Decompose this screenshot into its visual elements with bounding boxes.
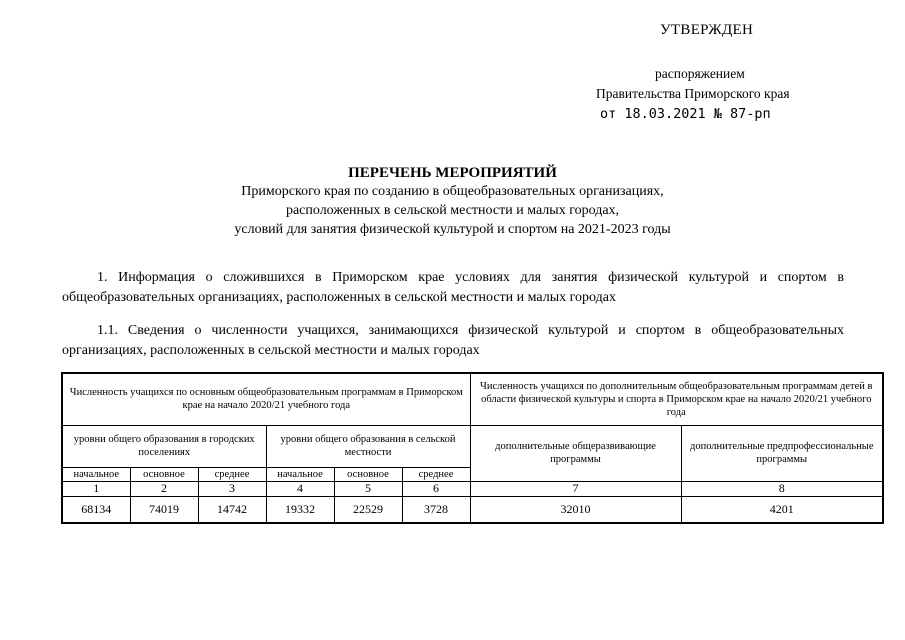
order-date-number: от 18.03.2021 № 87-рп: [600, 106, 771, 122]
value-cell: 3728: [402, 496, 470, 523]
document-subtitle-line-1: Приморского края по созданию в общеобразовательных организациях,: [241, 184, 664, 199]
header-extra-general: дополнительные общеразвивающие программы: [470, 425, 681, 481]
section-1-heading: 1. Информация о сложившихся в Приморском крае условиях для занятия физической культурой и спортом в общеобразовательных организациях, расположенных в сельской местности и малых городах: [62, 270, 844, 305]
level-header: основное: [130, 467, 198, 481]
column-number: 1: [62, 481, 130, 496]
column-number: 5: [334, 481, 402, 496]
header-main-programs: Численность учащихся по основным общеобразовательным программам в Приморском крае на начало 2020/21 учебного года: [62, 373, 470, 425]
header-extra-programs: Численность учащихся по дополнительным общеобразовательным программам детей в области физической культуры и спорта в Приморском крае на начало 2020/21 учебного года: [470, 373, 883, 425]
header-extra-preprof: дополнительные предпрофессиональные программы: [681, 425, 883, 481]
value-cell: 19332: [266, 496, 334, 523]
students-table: [61, 372, 884, 524]
column-number: 7: [470, 481, 681, 496]
column-number: 6: [402, 481, 470, 496]
value-cell: 32010: [470, 496, 681, 523]
value-cell: 4201: [681, 496, 883, 523]
value-cell: 22529: [334, 496, 402, 523]
value-cell: 74019: [130, 496, 198, 523]
header-urban: уровни общего образования в городских поселениях: [62, 425, 266, 467]
column-number: 2: [130, 481, 198, 496]
order-line-1: распоряжением: [655, 66, 745, 81]
value-cell: 14742: [198, 496, 266, 523]
section-1-1-heading: 1.1. Сведения о численности учащихся, занимающихся физической культурой и спортом в общеобразовательных организациях, расположенных в сельской местности и малых городах: [62, 323, 844, 358]
level-header: среднее: [402, 467, 470, 481]
column-number: 3: [198, 481, 266, 496]
value-cell: 68134: [62, 496, 130, 523]
level-header: основное: [334, 467, 402, 481]
document-subtitle-line-3: условий для занятия физической культурой и спортом на 2021-2023 годы: [234, 222, 671, 237]
document-subtitle-line-2: расположенных в сельской местности и малых городах,: [285, 203, 620, 218]
column-number: 8: [681, 481, 883, 496]
header-rural: уровни общего образования в сельской местности: [266, 425, 470, 467]
level-header: начальное: [62, 467, 130, 481]
level-header: начальное: [266, 467, 334, 481]
column-number: 4: [266, 481, 334, 496]
level-header: среднее: [198, 467, 266, 481]
document-title: ПЕРЕЧЕНЬ МЕРОПРИЯТИЙ: [348, 165, 557, 181]
approved-label: УТВЕРЖДЕН: [660, 22, 754, 38]
order-line-2: Правительства Приморского края: [596, 86, 790, 101]
